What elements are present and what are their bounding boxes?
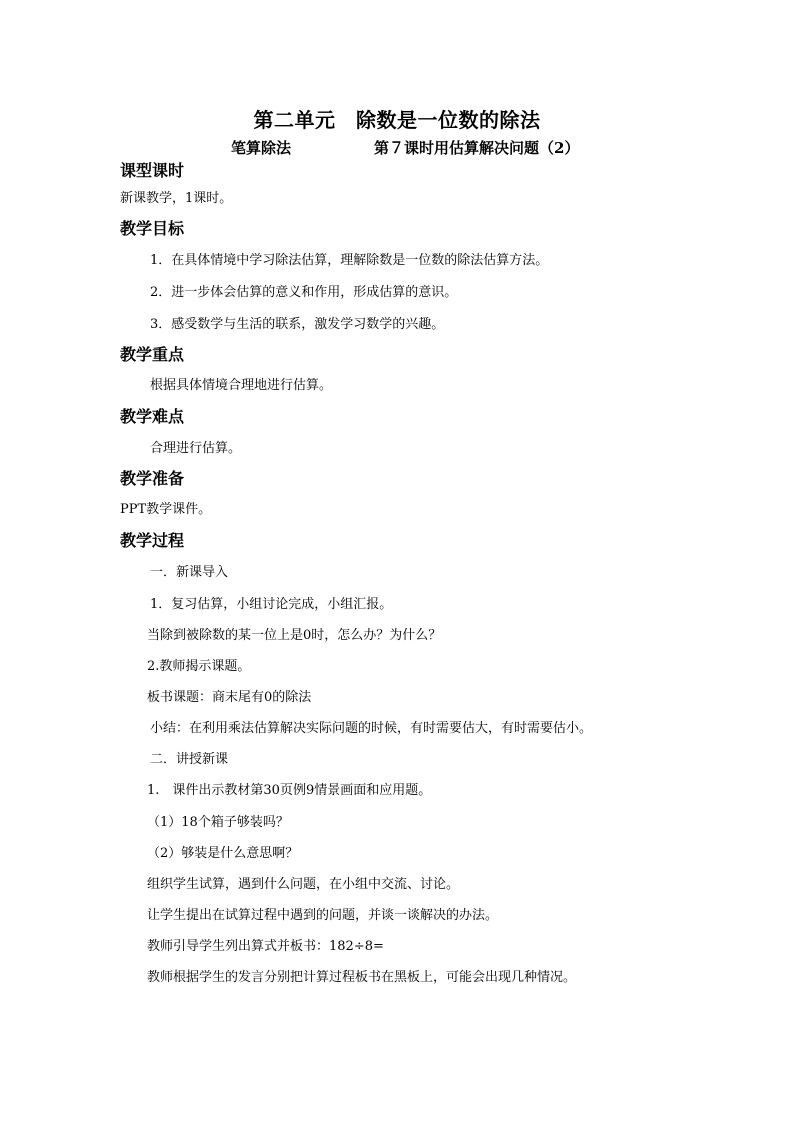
- heading-goals: 教学目标: [120, 219, 185, 238]
- goal-line-2: 2．进一步体会估算的意义和作用，形成估算的意识。: [150, 285, 458, 300]
- goal-line-1: 1．在具体情境中学习除法估算，理解除数是一位数的除法估算方法。: [150, 253, 549, 268]
- heading-key-points: 教学重点: [120, 345, 185, 364]
- heading-process: 教学过程: [120, 531, 185, 550]
- difficulty-text: 合理进行估算。: [150, 441, 242, 456]
- process-line-7: 二．讲授新课: [150, 752, 229, 767]
- process-line-5: 板书课题：商末尾有0的除法: [147, 690, 312, 705]
- heading-preparation: 教学准备: [120, 469, 185, 488]
- process-line-10: （2）够装是什么意思啊？: [147, 846, 299, 861]
- process-line-2: 1．复习估算，小组讨论完成，小组汇报。: [150, 597, 393, 612]
- preparation-text: PPT教学课件。: [120, 502, 212, 517]
- process-line-11: 组织学生试算，遇到什么问题，在小组中交流、讨论。: [147, 877, 460, 892]
- heading-lesson-type: 课型课时: [120, 161, 185, 180]
- subtitle-section: 笔算除法: [231, 139, 292, 157]
- key-point-text: 根据具体情境合理地进行估算。: [150, 378, 333, 393]
- goal-line-3: 3．感受数学与生活的联系，激发学习数学的兴趣。: [150, 317, 445, 332]
- process-line-13: 教师引导学生列出算式并板书：182÷8=: [147, 939, 384, 954]
- process-line-14: 教师根据学生的发言分别把计算过程板书在黑板上，可能会出现几种情况。: [147, 970, 577, 985]
- lesson-type-text: 新课教学，1课时。: [120, 191, 233, 206]
- process-line-6: 小结：在利用乘法估算解决实际问题的时候，有时需要估大，有时需要估小。: [150, 721, 593, 736]
- process-line-12: 让学生提出在试算过程中遇到的问题，并谈一谈解决的办法。: [147, 908, 499, 923]
- subtitle-lesson: 第７课时用估算解决问题（2）: [374, 139, 580, 157]
- process-line-8: 1. 课件出示教材第30页例9情景画面和应用题。: [147, 783, 432, 798]
- process-line-3: 当除到被除数的某一位上是0时，怎么办？为什么？: [147, 628, 442, 643]
- heading-difficulties: 教学难点: [120, 407, 185, 426]
- process-line-4: 2.教师揭示课题。: [147, 659, 251, 674]
- process-line-9: （1）18个箱子够装吗？: [147, 815, 289, 830]
- document-title: 第二单元 除数是一位数的除法: [253, 108, 541, 132]
- process-line-1: 一．新课导入: [150, 565, 229, 580]
